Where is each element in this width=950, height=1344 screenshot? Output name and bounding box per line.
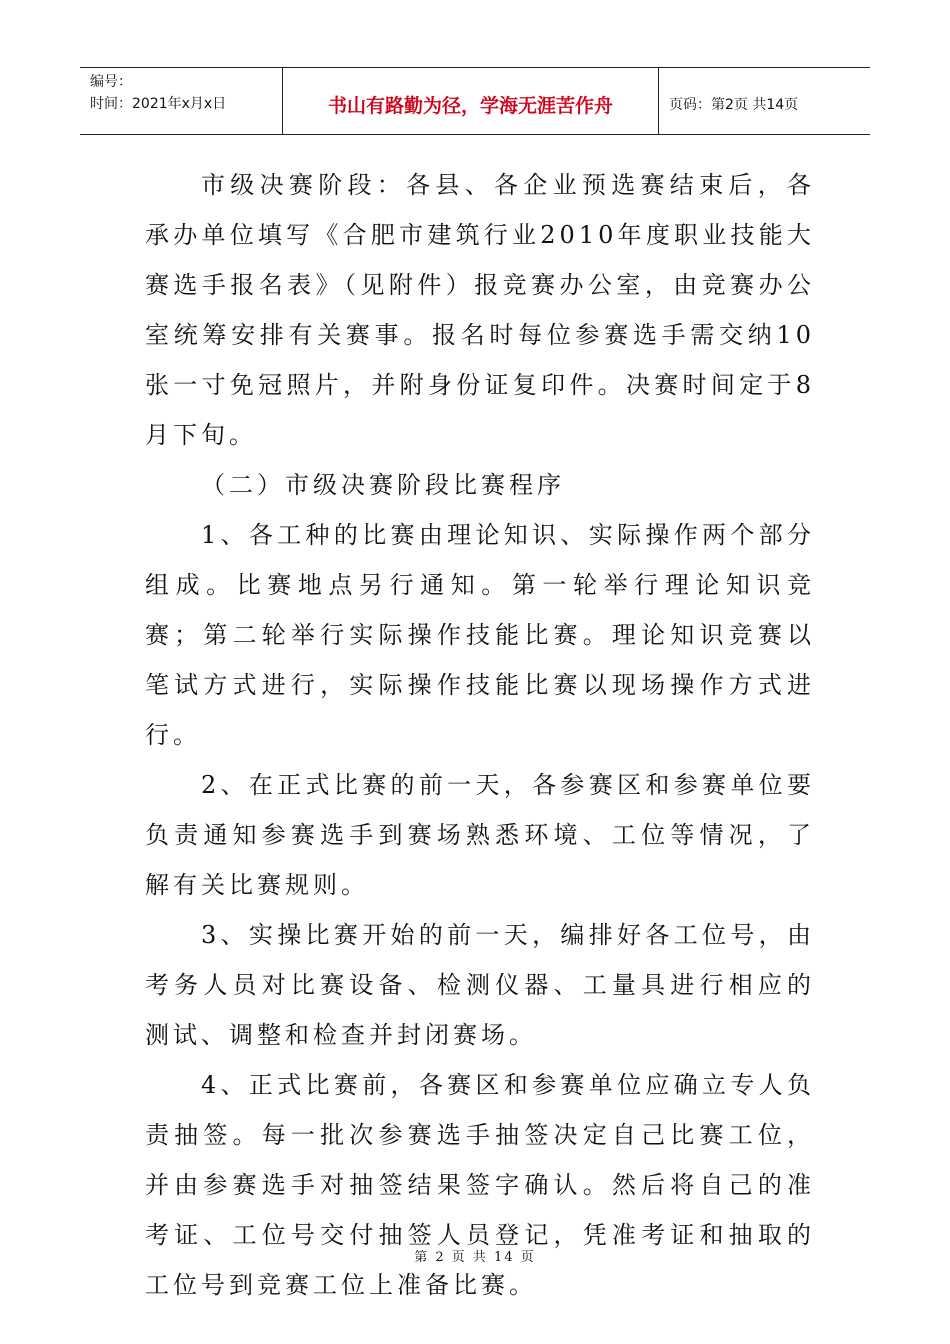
section-heading-procedure: （二）市级决赛阶段比赛程序 — [201, 471, 565, 499]
page-header — [80, 67, 870, 135]
header-motto: 书山有路勤为径，学海无涯苦作舟 — [283, 68, 659, 134]
document-body — [145, 160, 815, 1310]
header-meta — [80, 68, 283, 134]
document-time-label: 时间：2021年x月x日 — [90, 96, 227, 112]
document-number-label: 编号： — [90, 74, 132, 90]
paragraph-final-stage: 市级决赛阶段：各县、各企业预选赛结束后，各承办单位填写《合肥市建筑行业2010年度职业技能大赛选手报名表》（见附件）报竞赛办公室，由竞赛办公室统筹安排有关赛事。报名时每位参赛选手需交纳10张一寸免冠照片，并附身份证复印件。决赛时间定于8月下旬。 — [145, 171, 815, 449]
header-page-info: 页码：第2页 共14页 — [669, 97, 799, 113]
page-footer-number: 第 2 页 共 14 页 — [414, 1250, 536, 1265]
paragraph-item-4: 4、正式比赛前，各赛区和参赛单位应确立专人负责抽签。每一批次参赛选手抽签决定自己比赛工位，并由参赛选手对抽签结果签字确认。然后将自己的准考证、工位号交付抽签人员登记，凭准考证和抽取的工位号到竞赛工位上准备比赛。 — [145, 1071, 815, 1299]
paragraph-item-1: 1、各工种的比赛由理论知识、实际操作两个部分组成。比赛地点另行通知。第一轮举行理论知识竞赛；第二轮举行实际操作技能比赛。理论知识竞赛以笔试方式进行，实际操作技能比赛以现场操作方式进行。 — [145, 521, 815, 749]
paragraph-item-2: 2、在正式比赛的前一天，各参赛区和参赛单位要负责通知参赛选手到赛场熟悉环境、工位等情况，了解有关比赛规则。 — [145, 771, 815, 899]
paragraph-item-3: 3、实操比赛开始的前一天，编排好各工位号，由考务人员对比赛设备、检测仪器、工量具进行相应的测试、调整和检查并封闭赛场。 — [145, 921, 815, 1049]
